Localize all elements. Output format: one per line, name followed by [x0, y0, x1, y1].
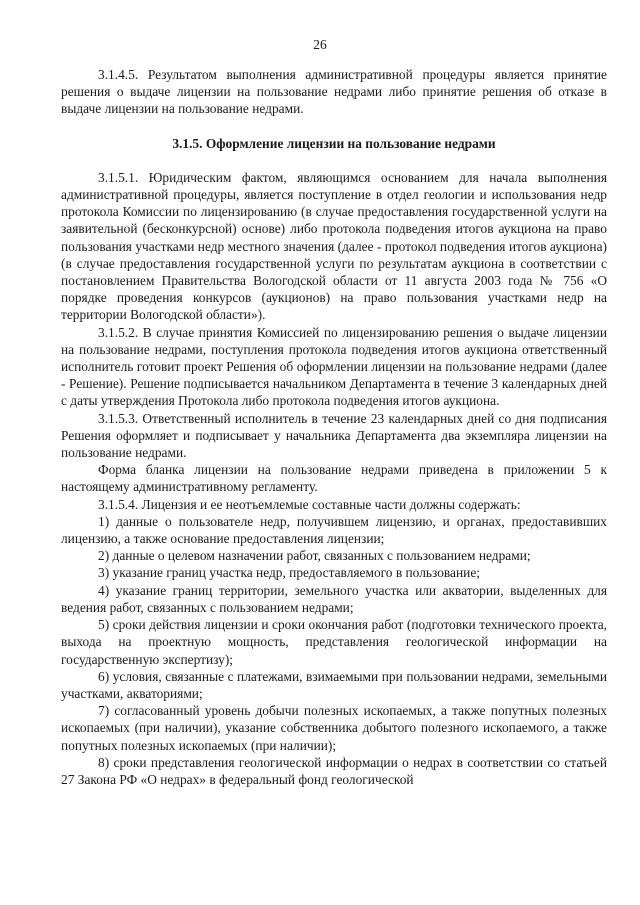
- list-item-6: 6) условия, связанные с платежами, взимаемыми при пользовании недрами, земельными участками, акваториями;: [61, 668, 607, 701]
- list-item-8: 8) сроки представления геологической информации о недрах в соответствии со статьей 27 Закона РФ «О недрах» в федеральный фонд геологической: [61, 754, 607, 787]
- page-number: 26: [313, 37, 327, 52]
- list-item-4: 4) указание границ территории, земельного участка или акватории, выделенных для ведения работ, связанных с пользованием недрами;: [61, 582, 607, 615]
- document-body: [61, 66, 607, 788]
- spacer: [61, 118, 607, 135]
- list-item-7: 7) согласованный уровень добычи полезных ископаемых, а также попутных полезных ископаемых (при наличии), указание собственника добытого полезного ископаемого, а также попутных полезных ископаемых (при наличии);: [61, 703, 607, 753]
- paragraph-3-1-5-3: 3.1.5.3. Ответственный исполнитель в течение 23 календарных дней со дня подписания Решения оформляет и подписывает у начальника Департамента два экземпляра лицензии на пользование недрами.: [61, 410, 607, 461]
- section-heading: 3.1.5. Оформление лицензии на пользование недрами: [172, 135, 496, 151]
- paragraph-3-1-5-4: 3.1.5.4. Лицензия и ее неотъемлемые составные части должны содержать:: [98, 496, 521, 512]
- spacer: [61, 152, 607, 169]
- list-item-5: 5) сроки действия лицензии и сроки окончания работ (подготовки технического проекта, выхода на проектную мощность, представления геологической информации на государственную экспертизу);: [61, 617, 607, 667]
- paragraph-3-1-4-5: 3.1.4.5. Результатом выполнения административной процедуры является принятие решения о выдаче лицензии на пользование недрами либо принятие решения об отказе в выдаче лицензии на пользование недрами.: [61, 67, 607, 117]
- list-item-1: 1) данные о пользователе недр, получившем лицензию, и органах, предоставивших лицензию, а также основание предоставления лицензии;: [61, 513, 607, 547]
- paragraph-form-note: Форма бланка лицензии на пользование недрами приведена в приложении 5 к настоящему административному регламенту.: [61, 462, 607, 495]
- paragraph-3-1-5-2: 3.1.5.2. В случае принятия Комиссией по лицензированию решения о выдаче лицензии на пользование недрами, поступления протокола подведения итогов аукциона ответственный исполнитель готовит проект Решения об оформлении лицензии на пользование недрами (далее - Решение). Решение подписывается начальником Департамента в течение 3 календарных дней с даты утверждения Протокола либо протокола подведения итогов аукциона.: [61, 324, 607, 409]
- list-item-3: 3) указание границ участка недр, предоставляемого в пользование;: [98, 565, 480, 581]
- list-item-2: 2) данные о целевом назначении работ, связанных с пользованием недрами;: [98, 548, 531, 564]
- paragraph-3-1-5-1: 3.1.5.1. Юридическим фактом, являющимся основанием для начала выполнения административной процедуры, является поступление в отдел геологии и использования недр протокола Комиссии по лицензированию (в случае предоставления государственной услуги на заявительной (бесконкурсной) основе) либо протокола подведения итогов аукциона на право пользования участками недр местного значения (далее - протокол подведения итогов аукциона) (в случае предоставления государственной услуги по результатам аукциона в соответствии с постановлением Правительства Вологодской области от 11 августа 2003 года № 756 «О порядке проведения конкурсов (аукционов) на право пользования участками недр на территории Вологодской области»).: [61, 169, 607, 323]
